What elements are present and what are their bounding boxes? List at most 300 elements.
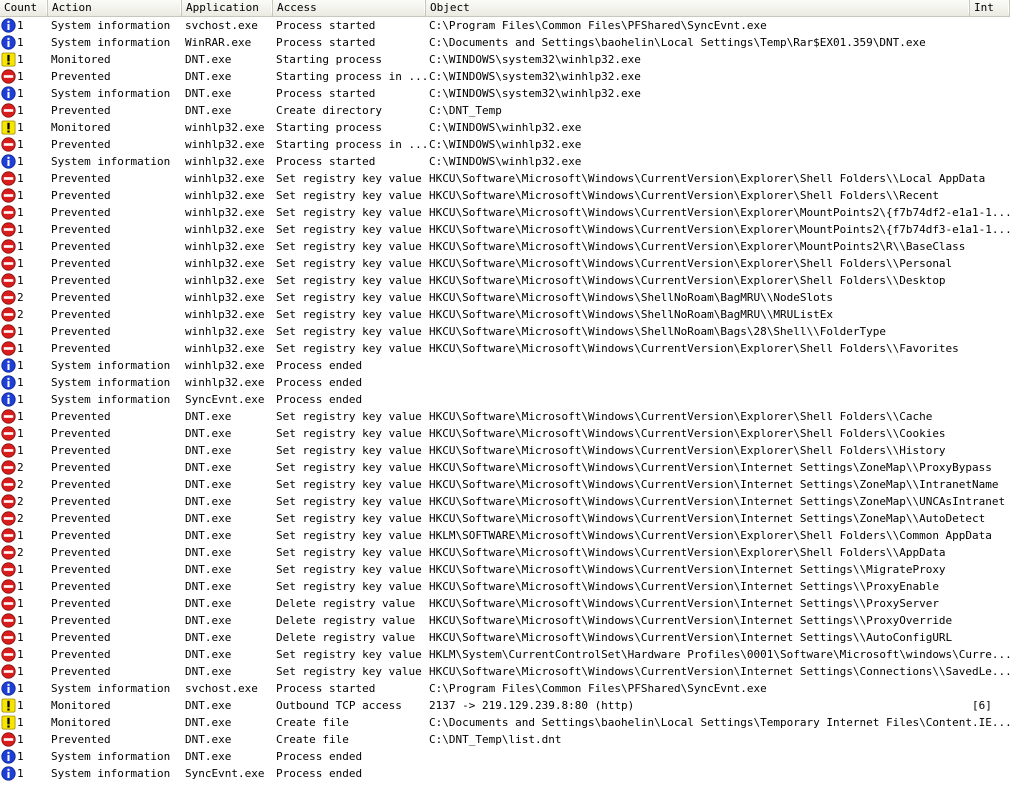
- application-cell: winhlp32.exe: [185, 274, 265, 287]
- object-cell: HKCU\Software\Microsoft\Windows\CurrentVersion\Explorer\Shell Folders\\Cache: [429, 410, 933, 423]
- table-row[interactable]: [0, 153, 991, 170]
- object-cell: HKCU\Software\Microsoft\Windows\CurrentVersion\Explorer\Shell Folders\\Favorites: [429, 342, 959, 355]
- count-value: 2: [17, 512, 24, 525]
- object-cell: C:\Program Files\Common Files\PFShared\SyncEvnt.exe: [429, 682, 767, 695]
- application-cell: DNT.exe: [185, 580, 232, 593]
- table-row[interactable]: [0, 561, 991, 578]
- count-value: 1: [17, 699, 24, 712]
- extra-cell: [972, 476, 991, 493]
- column-header-bar: [0, 0, 1010, 17]
- table-row[interactable]: [0, 714, 1012, 731]
- object-cell: C:\WINDOWS\system32\winhlp32.exe: [429, 87, 641, 100]
- object-cell: HKCU\Software\Microsoft\Windows\CurrentVersion\Internet Settings\ZoneMap\\IntranetName: [429, 478, 999, 491]
- object-cell: HKCU\Software\Microsoft\Windows\CurrentVersion\Explorer\MountPoints2\R\\BaseClass: [429, 240, 966, 253]
- object-cell: HKCU\Software\Microsoft\Windows\CurrentVersion\Internet Settings\\ProxyEnable: [429, 580, 939, 593]
- object-cell: C:\WINDOWS\system32\winhlp32.exe: [429, 70, 641, 83]
- table-row[interactable]: [0, 408, 991, 425]
- extra-cell: [972, 306, 991, 323]
- table-row[interactable]: [0, 136, 991, 153]
- action-cell: Prevented: [51, 478, 111, 491]
- access-cell: Process ended: [276, 393, 363, 406]
- action-cell: System information: [51, 376, 171, 389]
- object-cell: HKCU\Software\Microsoft\Windows\CurrentVersion\Internet Settings\Connections\\SavedLe...: [429, 665, 1012, 678]
- application-cell: SyncEvnt.exe: [185, 393, 265, 406]
- object-cell: HKLM\SOFTWARE\Microsoft\Windows\CurrentVersion\Explorer\Shell Folders\\Common AppData: [429, 529, 992, 542]
- count-cell: [0, 17, 46, 34]
- access-cell: Process ended: [276, 750, 363, 763]
- application-cell: DNT.exe: [185, 648, 232, 661]
- table-row[interactable]: [0, 544, 991, 561]
- access-cell: Process ended: [276, 376, 363, 389]
- object-cell: HKCU\Software\Microsoft\Windows\CurrentVersion\Explorer\Shell Folders\\Personal: [429, 257, 953, 270]
- count-cell: [0, 119, 46, 136]
- count-value: 1: [17, 597, 24, 610]
- access-cell: Set registry key value: [276, 580, 422, 593]
- access-cell: Create file: [276, 716, 349, 729]
- count-value: 2: [17, 495, 24, 508]
- count-cell: [0, 442, 46, 459]
- count-cell: [0, 102, 46, 119]
- application-cell: DNT.exe: [185, 53, 232, 66]
- extra-cell: [972, 187, 991, 204]
- access-cell: Set registry key value: [276, 665, 422, 678]
- extra-cell: [972, 731, 991, 748]
- extra-cell: [972, 255, 991, 272]
- object-cell: C:\WINDOWS\system32\winhlp32.exe: [429, 53, 641, 66]
- extra-cell: [972, 425, 991, 442]
- access-cell: Set registry key value: [276, 308, 422, 321]
- count-value: 1: [17, 410, 24, 423]
- table-row[interactable]: [0, 17, 991, 34]
- access-cell: Set registry key value: [276, 427, 422, 440]
- application-cell: winhlp32.exe: [185, 359, 265, 372]
- application-cell: DNT.exe: [185, 733, 232, 746]
- event-rows: [0, 17, 1012, 782]
- access-cell: Process started: [276, 682, 376, 695]
- blocked-icon: [1, 732, 16, 747]
- application-cell: winhlp32.exe: [185, 172, 265, 185]
- action-cell: Prevented: [51, 563, 111, 576]
- access-cell: Set registry key value: [276, 206, 422, 219]
- column-header-access[interactable]: Access: [273, 0, 426, 16]
- count-cell: [0, 595, 46, 612]
- access-cell: Create directory: [276, 104, 382, 117]
- object-cell: HKCU\Software\Microsoft\Windows\CurrentVersion\Explorer\MountPoints2\{f7b74df2-e1a1-1...: [429, 206, 1012, 219]
- blocked-icon: [1, 171, 16, 186]
- count-cell: [0, 374, 46, 391]
- table-row[interactable]: [0, 663, 1012, 680]
- action-cell: Prevented: [51, 342, 111, 355]
- blocked-icon: [1, 596, 16, 611]
- count-cell: [0, 170, 46, 187]
- blocked-icon: [1, 477, 16, 492]
- count-cell: [0, 425, 46, 442]
- count-cell: [0, 697, 46, 714]
- action-cell: System information: [51, 87, 171, 100]
- action-cell: System information: [51, 682, 171, 695]
- count-cell: [0, 34, 46, 51]
- application-cell: DNT.exe: [185, 87, 232, 100]
- info-icon: [1, 749, 16, 764]
- object-cell: C:\Documents and Settings\baohelin\Local Settings\Temporary Internet Files\Content.IE...: [429, 716, 1012, 729]
- table-row[interactable]: [0, 323, 991, 340]
- table-row[interactable]: [0, 697, 991, 714]
- table-row[interactable]: [0, 680, 991, 697]
- count-cell: [0, 357, 46, 374]
- action-cell: System information: [51, 767, 171, 780]
- access-cell: Delete registry value: [276, 597, 416, 610]
- count-cell: [0, 510, 46, 527]
- extra-cell: [972, 17, 991, 34]
- application-cell: DNT.exe: [185, 563, 232, 576]
- application-cell: DNT.exe: [185, 104, 232, 117]
- table-row[interactable]: [0, 391, 991, 408]
- object-cell: [429, 748, 959, 765]
- column-header-int[interactable]: Int: [970, 0, 1010, 16]
- action-cell: Prevented: [51, 104, 111, 117]
- extra-cell: [972, 119, 991, 136]
- warning-icon: [1, 698, 16, 713]
- application-cell: winhlp32.exe: [185, 325, 265, 338]
- application-cell: DNT.exe: [185, 699, 232, 712]
- action-cell: Monitored: [51, 53, 111, 66]
- action-cell: System information: [51, 36, 171, 49]
- table-row[interactable]: [0, 204, 1012, 221]
- action-cell: Prevented: [51, 495, 111, 508]
- object-cell: HKCU\Software\Microsoft\Windows\CurrentVersion\Internet Settings\\ProxyServer: [429, 597, 939, 610]
- action-cell: Prevented: [51, 529, 111, 542]
- application-cell: winhlp32.exe: [185, 342, 265, 355]
- action-cell: Monitored: [51, 699, 111, 712]
- object-cell: HKCU\Software\Microsoft\Windows\CurrentVersion\Explorer\Shell Folders\\Desktop: [429, 274, 946, 287]
- extra-cell: [972, 136, 991, 153]
- action-cell: Prevented: [51, 580, 111, 593]
- extra-cell: [972, 391, 991, 408]
- application-cell: DNT.exe: [185, 716, 232, 729]
- blocked-icon: [1, 137, 16, 152]
- object-cell: 2137 -> 219.129.239.8:80 (http): [429, 699, 635, 712]
- extra-cell: [972, 527, 991, 544]
- count-value: 1: [17, 104, 24, 117]
- blocked-icon: [1, 222, 16, 237]
- application-cell: svchost.exe: [185, 19, 258, 32]
- table-row[interactable]: [0, 51, 991, 68]
- count-cell: [0, 289, 46, 306]
- blocked-icon: [1, 511, 16, 526]
- count-value: 1: [17, 257, 24, 270]
- extra-cell: [972, 34, 991, 51]
- count-cell: [0, 459, 46, 476]
- object-cell: HKCU\Software\Microsoft\Windows\ShellNoRoam\BagMRU\\MRUListEx: [429, 308, 833, 321]
- extra-cell: [972, 663, 991, 680]
- info-icon: [1, 358, 16, 373]
- application-cell: winhlp32.exe: [185, 189, 265, 202]
- count-value: 1: [17, 580, 24, 593]
- object-cell: HKCU\Software\Microsoft\Windows\ShellNoRoam\Bags\28\Shell\\FolderType: [429, 325, 886, 338]
- application-cell: DNT.exe: [185, 750, 232, 763]
- count-value: 1: [17, 631, 24, 644]
- extra-cell: [972, 272, 991, 289]
- count-cell: [0, 255, 46, 272]
- table-row[interactable]: [0, 527, 991, 544]
- object-cell: HKCU\Software\Microsoft\Windows\CurrentVersion\Explorer\Shell Folders\\Local AppData: [429, 172, 986, 185]
- count-cell: [0, 561, 46, 578]
- count-value: 1: [17, 223, 24, 236]
- object-cell: HKCU\Software\Microsoft\Windows\ShellNoRoam\BagMRU\\NodeSlots: [429, 291, 833, 304]
- column-header-count[interactable]: Count: [0, 0, 48, 16]
- warning-icon: [1, 52, 16, 67]
- extra-cell: [972, 204, 991, 221]
- table-row[interactable]: [0, 238, 991, 255]
- count-cell: [0, 306, 46, 323]
- table-row[interactable]: [0, 493, 1006, 510]
- action-cell: Prevented: [51, 308, 111, 321]
- access-cell: Starting process: [276, 53, 382, 66]
- info-icon: [1, 766, 16, 781]
- count-value: 1: [17, 665, 24, 678]
- count-cell: [0, 493, 46, 510]
- application-cell: WinRAR.exe: [185, 36, 252, 49]
- column-header-object[interactable]: Object: [426, 0, 970, 16]
- application-cell: winhlp32.exe: [185, 291, 265, 304]
- blocked-icon: [1, 630, 16, 645]
- table-row[interactable]: [0, 85, 991, 102]
- extra-cell: [972, 629, 991, 646]
- extra-cell: [972, 510, 991, 527]
- blocked-icon: [1, 460, 16, 475]
- extra-cell: [972, 170, 991, 187]
- table-row[interactable]: [0, 425, 991, 442]
- table-row[interactable]: [0, 306, 991, 323]
- count-value: 1: [17, 121, 24, 134]
- access-cell: Set registry key value: [276, 648, 422, 661]
- application-cell: winhlp32.exe: [185, 257, 265, 270]
- blocked-icon: [1, 426, 16, 441]
- table-row[interactable]: [0, 221, 1012, 238]
- action-cell: System information: [51, 19, 171, 32]
- blocked-icon: [1, 256, 16, 271]
- count-value: 1: [17, 750, 24, 763]
- application-cell: DNT.exe: [185, 427, 232, 440]
- access-cell: Process ended: [276, 359, 363, 372]
- action-cell: Prevented: [51, 648, 111, 661]
- count-value: 1: [17, 376, 24, 389]
- blocked-icon: [1, 528, 16, 543]
- count-cell: [0, 663, 46, 680]
- blocked-icon: [1, 613, 16, 628]
- extra-cell: [972, 85, 991, 102]
- object-cell: HKCU\Software\Microsoft\Windows\CurrentVersion\Explorer\MountPoints2\{f7b74df3-e1a1-1...: [429, 223, 1012, 236]
- table-row[interactable]: [0, 289, 991, 306]
- object-cell: [429, 765, 959, 782]
- blocked-icon: [1, 188, 16, 203]
- object-cell: [429, 374, 959, 391]
- object-cell: HKCU\Software\Microsoft\Windows\CurrentVersion\Internet Settings\ZoneMap\\AutoDetect: [429, 512, 986, 525]
- table-row[interactable]: [0, 102, 991, 119]
- access-cell: Starting process in ...: [276, 70, 429, 83]
- application-cell: winhlp32.exe: [185, 308, 265, 321]
- table-row[interactable]: [0, 170, 991, 187]
- warning-icon: [1, 715, 16, 730]
- count-value: 2: [17, 546, 24, 559]
- access-cell: Set registry key value: [276, 274, 422, 287]
- extra-cell: [6]: [972, 699, 992, 712]
- application-cell: DNT.exe: [185, 597, 232, 610]
- access-cell: Set registry key value: [276, 546, 422, 559]
- count-cell: [0, 646, 46, 663]
- table-row[interactable]: [0, 255, 991, 272]
- table-row[interactable]: [0, 476, 999, 493]
- count-value: 1: [17, 733, 24, 746]
- access-cell: Outbound TCP access: [276, 699, 402, 712]
- count-cell: [0, 714, 46, 731]
- table-row[interactable]: [0, 119, 991, 136]
- count-cell: [0, 731, 46, 748]
- table-row[interactable]: [0, 612, 991, 629]
- count-value: 1: [17, 155, 24, 168]
- table-row[interactable]: [0, 578, 991, 595]
- application-cell: DNT.exe: [185, 461, 232, 474]
- count-cell: [0, 221, 46, 238]
- table-row[interactable]: [0, 272, 991, 289]
- table-row[interactable]: [0, 629, 991, 646]
- blocked-icon: [1, 69, 16, 84]
- extra-cell: [972, 646, 991, 663]
- extra-cell: [972, 221, 991, 238]
- object-cell: C:\WINDOWS\winhlp32.exe: [429, 155, 582, 168]
- table-row[interactable]: [0, 442, 991, 459]
- column-header-application[interactable]: Application: [182, 0, 273, 16]
- extra-cell: [972, 765, 991, 782]
- action-cell: System information: [51, 155, 171, 168]
- extra-cell: [972, 493, 991, 510]
- application-cell: DNT.exe: [185, 546, 232, 559]
- count-cell: [0, 136, 46, 153]
- blocked-icon: [1, 647, 16, 662]
- blocked-icon: [1, 307, 16, 322]
- count-cell: [0, 476, 46, 493]
- count-cell: [0, 187, 46, 204]
- access-cell: Set registry key value: [276, 172, 422, 185]
- action-cell: Prevented: [51, 206, 111, 219]
- table-row[interactable]: [0, 187, 991, 204]
- access-cell: Set registry key value: [276, 189, 422, 202]
- count-value: 1: [17, 138, 24, 151]
- action-cell: System information: [51, 750, 171, 763]
- info-icon: [1, 154, 16, 169]
- table-row[interactable]: [0, 459, 991, 476]
- object-cell: HKCU\Software\Microsoft\Windows\CurrentVersion\Internet Settings\\ProxyOverride: [429, 614, 953, 627]
- action-cell: Prevented: [51, 512, 111, 525]
- action-cell: Prevented: [51, 427, 111, 440]
- action-cell: Prevented: [51, 257, 111, 270]
- table-row[interactable]: [0, 595, 991, 612]
- access-cell: Starting process in ...: [276, 138, 429, 151]
- access-cell: Set registry key value: [276, 444, 422, 457]
- access-cell: Create file: [276, 733, 349, 746]
- blocked-icon: [1, 443, 16, 458]
- count-cell: [0, 748, 46, 765]
- blocked-icon: [1, 494, 16, 509]
- column-header-action[interactable]: Action: [48, 0, 182, 16]
- application-cell: winhlp32.exe: [185, 240, 265, 253]
- application-cell: DNT.exe: [185, 614, 232, 627]
- action-cell: Prevented: [51, 138, 111, 151]
- action-cell: Prevented: [51, 274, 111, 287]
- count-cell: [0, 612, 46, 629]
- access-cell: Process started: [276, 87, 376, 100]
- table-row[interactable]: [0, 748, 991, 765]
- table-row[interactable]: [0, 357, 991, 374]
- info-icon: [1, 18, 16, 33]
- info-icon: [1, 375, 16, 390]
- blocked-icon: [1, 205, 16, 220]
- count-value: 2: [17, 478, 24, 491]
- access-cell: Set registry key value: [276, 563, 422, 576]
- info-icon: [1, 681, 16, 696]
- blocked-icon: [1, 324, 16, 339]
- table-row[interactable]: [0, 646, 1012, 663]
- blocked-icon: [1, 409, 16, 424]
- count-value: 1: [17, 767, 24, 780]
- blocked-icon: [1, 545, 16, 560]
- table-row[interactable]: [0, 68, 991, 85]
- object-cell: HKCU\Software\Microsoft\Windows\CurrentVersion\Internet Settings\\MigrateProxy: [429, 563, 946, 576]
- action-cell: Prevented: [51, 410, 111, 423]
- count-cell: [0, 51, 46, 68]
- count-cell: [0, 238, 46, 255]
- table-row[interactable]: [0, 510, 991, 527]
- access-cell: Delete registry value: [276, 631, 416, 644]
- object-cell: C:\WINDOWS\winhlp32.exe: [429, 138, 582, 151]
- table-row[interactable]: [0, 374, 991, 391]
- count-value: 1: [17, 325, 24, 338]
- action-cell: Monitored: [51, 716, 111, 729]
- object-cell: HKCU\Software\Microsoft\Windows\CurrentVersion\Internet Settings\ZoneMap\\ProxyBypass: [429, 461, 992, 474]
- count-cell: [0, 391, 46, 408]
- count-value: 1: [17, 648, 24, 661]
- extra-cell: [972, 153, 991, 170]
- action-cell: Prevented: [51, 325, 111, 338]
- object-cell: HKCU\Software\Microsoft\Windows\CurrentVersion\Internet Settings\ZoneMap\\UNCAsIntranet: [429, 495, 1006, 508]
- count-value: 2: [17, 291, 24, 304]
- count-value: 1: [17, 206, 24, 219]
- action-cell: Prevented: [51, 189, 111, 202]
- count-value: 1: [17, 189, 24, 202]
- table-row[interactable]: [0, 340, 991, 357]
- extra-cell: [972, 714, 991, 731]
- action-cell: Prevented: [51, 546, 111, 559]
- count-value: 1: [17, 87, 24, 100]
- count-value: 1: [17, 342, 24, 355]
- table-row[interactable]: [0, 34, 991, 51]
- blocked-icon: [1, 290, 16, 305]
- object-cell: C:\DNT_Temp\list.dnt: [429, 733, 562, 746]
- blocked-icon: [1, 273, 16, 288]
- table-row[interactable]: [0, 731, 991, 748]
- access-cell: Set registry key value: [276, 529, 422, 542]
- access-cell: Set registry key value: [276, 495, 422, 508]
- table-row[interactable]: [0, 765, 991, 782]
- count-value: 1: [17, 240, 24, 253]
- application-cell: winhlp32.exe: [185, 376, 265, 389]
- count-value: 2: [17, 308, 24, 321]
- action-cell: Prevented: [51, 733, 111, 746]
- count-cell: [0, 68, 46, 85]
- count-value: 1: [17, 274, 24, 287]
- application-cell: DNT.exe: [185, 529, 232, 542]
- extra-cell: [972, 578, 991, 595]
